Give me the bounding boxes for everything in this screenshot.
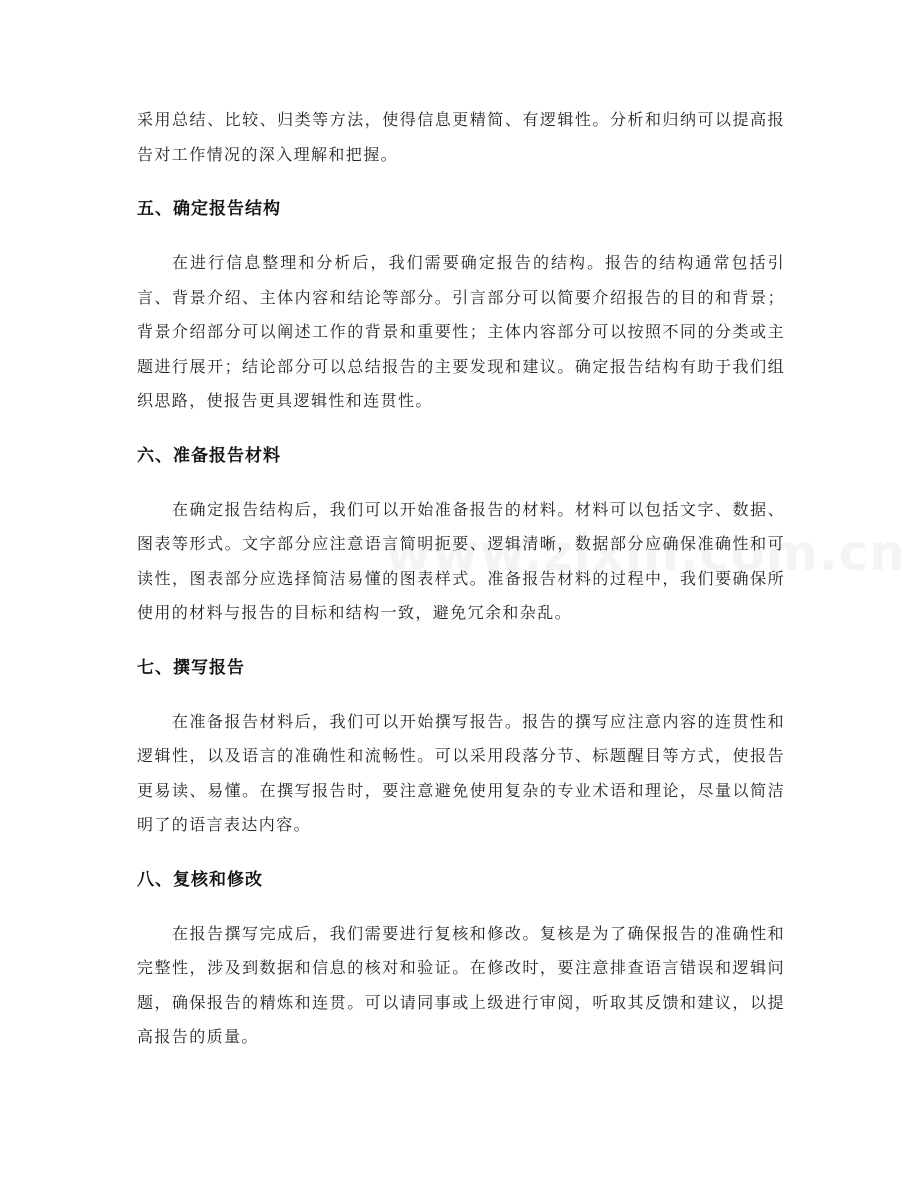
section-paragraph-7: 在准备报告材料后，我们可以开始撰写报告。报告的撰写应注意内容的连贯性和逻辑性，以及语言的准确性和流畅性。可以采用段落分节、标题醒目等方式，使报告更易读、易懂。在撰写报告时，要注意避免使用复杂的专业术语和理论，尽量以简洁明了的语言表达内容。 [137, 711, 785, 834]
section-heading-6: 六、准备报告材料 [137, 445, 281, 466]
section-heading-7: 七、撰写报告 [137, 657, 245, 678]
section-paragraph-6: 在确定报告结构后，我们可以开始准备报告的材料。材料可以包括文字、数据、图表等形式。文字部分应注意语言简明扼要、逻辑清晰，数据部分应确保准确性和可读性，图表部分应选择简洁易懂的图表样式。准备报告材料的过程中，我们要确保所使用的材料与报告的目标和结构一致，避免冗余和杂乱。 [137, 499, 785, 622]
section-paragraph-5: 在进行信息整理和分析后，我们需要确定报告的结构。报告的结构通常包括引言、背景介绍、主体内容和结论等部分。引言部分可以简要介绍报告的目的和背景；背景介绍部分可以阐述工作的背景和重要性；主体内容部分可以按照不同的分类或主题进行展开；结论部分可以总结报告的主要发现和建议。确定报告结构有助于我们组织思路，使报告更具逻辑性和连贯性。 [137, 253, 785, 410]
section-paragraph-8: 在报告撰写完成后，我们需要进行复核和修改。复核是为了确保报告的准确性和完整性，涉及到数据和信息的核对和验证。在修改时，要注意排查语言错误和逻辑问题，确保报告的精炼和连贯。可以请同事或上级进行审阅，听取其反馈和建议，以提高报告的质量。 [137, 923, 785, 1046]
intro-paragraph: 采用总结、比较、归类等方法，使得信息更精简、有逻辑性。分析和归纳可以提高报告对工作情况的深入理解和把握。 [137, 110, 785, 164]
section-heading-5: 五、确定报告结构 [137, 199, 281, 219]
section-heading-8: 八、复核和修改 [137, 869, 263, 890]
document-body [137, 103, 785, 1055]
